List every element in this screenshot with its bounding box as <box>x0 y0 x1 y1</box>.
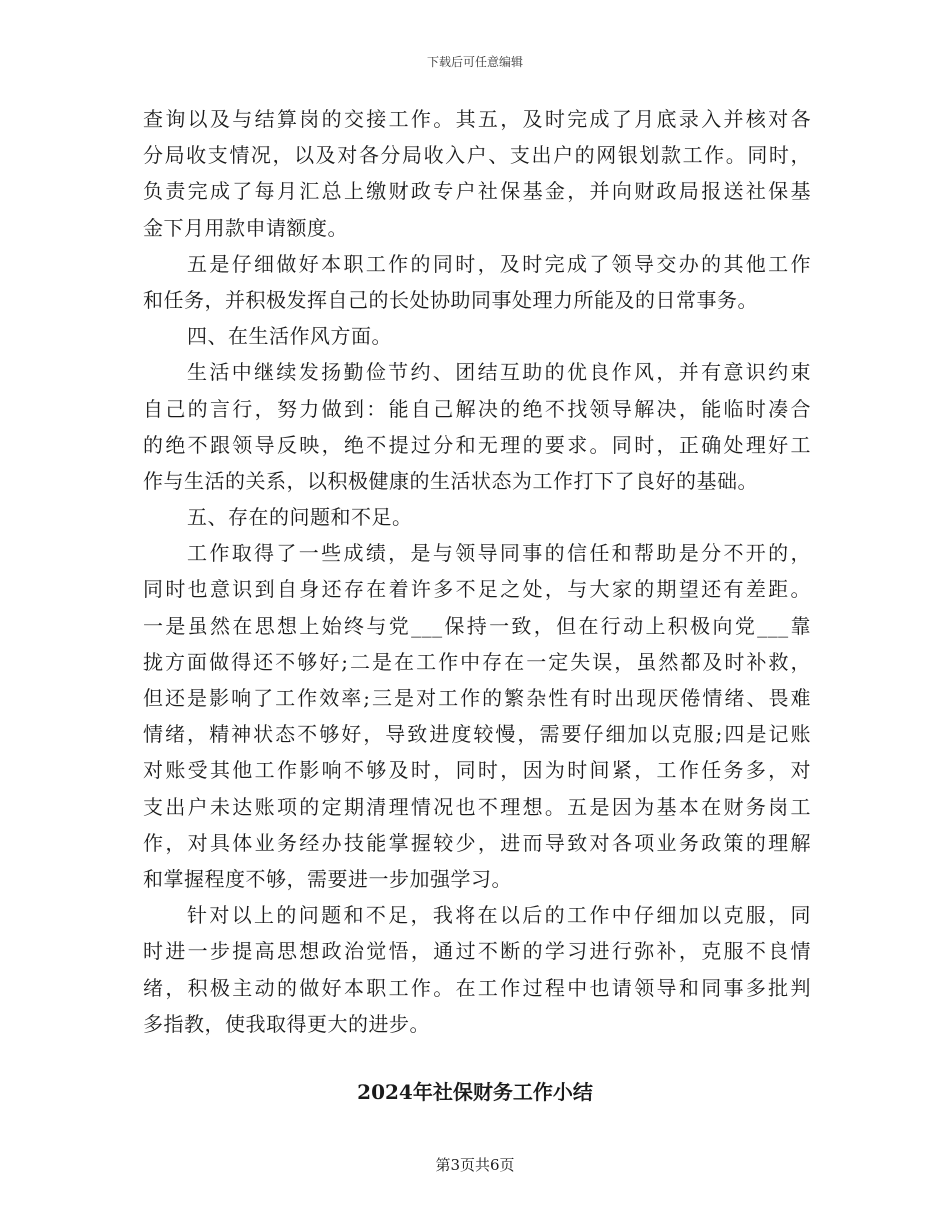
text-line: 作，对具体业务经办技能掌握较少，进而导致对各项业务政策的理解 <box>143 830 811 855</box>
text-line: 情绪，精神状态不够好，导致进度较慢，需要仔细加以克服;四是记账 <box>143 722 811 747</box>
text-line: 时进一步提高思想政治觉悟，通过不断的学习进行弥补，克服不良情 <box>143 939 811 964</box>
text-line: 作与生活的关系，以积极健康的生活状态为工作打下了良好的基础。 <box>143 468 758 493</box>
text-line: 一是虽然在思想上始终与党___保持一致，但在行动上积极向党___靠 <box>143 613 811 638</box>
text-line: 查询以及与结算岗的交接工作。其五，及时完成了月底录入并核对各 <box>143 107 811 131</box>
text-line: 负责完成了每月汇总上缴财政专户社保基金，并向财政局报送社保基 <box>143 179 811 204</box>
text-line: 的绝不跟领导反映，绝不提过分和无理的要求。同时，正确处理好工 <box>143 432 811 457</box>
section-heading: 四、在生活作风方面。 <box>187 324 392 349</box>
section-heading: 五、存在的问题和不足。 <box>187 505 413 530</box>
text-line: 拢方面做得还不够好;二是在工作中存在一定失误，虽然都及时补救， <box>143 649 811 674</box>
text-line: 分局收支情况，以及对各分局收入户、支出户的网银划款工作。同时， <box>143 143 811 168</box>
text-line: 多指教，使我取得更大的进步。 <box>143 1011 430 1036</box>
text-line: 自己的言行，努力做到：能自己解决的绝不找领导解决，能临时凑合 <box>143 396 811 421</box>
text-line: 金下月用款申请额度。 <box>143 215 348 240</box>
text-line: 和任务，并积极发挥自己的长处协助同事处理力所能及的日常事务。 <box>143 287 758 312</box>
text-line: 五是仔细做好本职工作的同时，及时完成了领导交办的其他工作 <box>187 251 811 276</box>
text-line: 绪，积极主动的做好本职工作。在工作过程中也请领导和同事多批判 <box>143 975 811 1000</box>
text-line: 但还是影响了工作效率;三是对工作的繁杂性有时出现厌倦情绪、畏难 <box>143 686 811 710</box>
page-header-note: 下载后可任意编辑 <box>426 55 523 69</box>
text-line: 对账受其他工作影响不够及时，同时，因为时间紧，工作任务多，对 <box>143 758 811 783</box>
text-line: 针对以上的问题和不足，我将在以后的工作中仔细加以克服，同 <box>187 903 811 928</box>
text-line: 和掌握程度不够，需要进一步加强学习。 <box>143 866 512 891</box>
text-line: 工作取得了一些成绩，是与领导同事的信任和帮助是分不开的， <box>187 541 811 566</box>
document-body <box>143 101 811 1042</box>
page-number: 第3页共6页 <box>435 1156 515 1174</box>
section-title: 2024年社保财务工作小结 <box>357 1080 593 1104</box>
text-line: 生活中继续发扬勤俭节约、团结互助的优良作风，并有意识约束 <box>187 360 811 385</box>
text-line: 同时也意识到自身还存在着许多不足之处，与大家的期望还有差距。 <box>143 577 811 602</box>
text-line: 支出户未达账项的定期清理情况也不理想。五是因为基本在财务岗工 <box>143 794 811 819</box>
